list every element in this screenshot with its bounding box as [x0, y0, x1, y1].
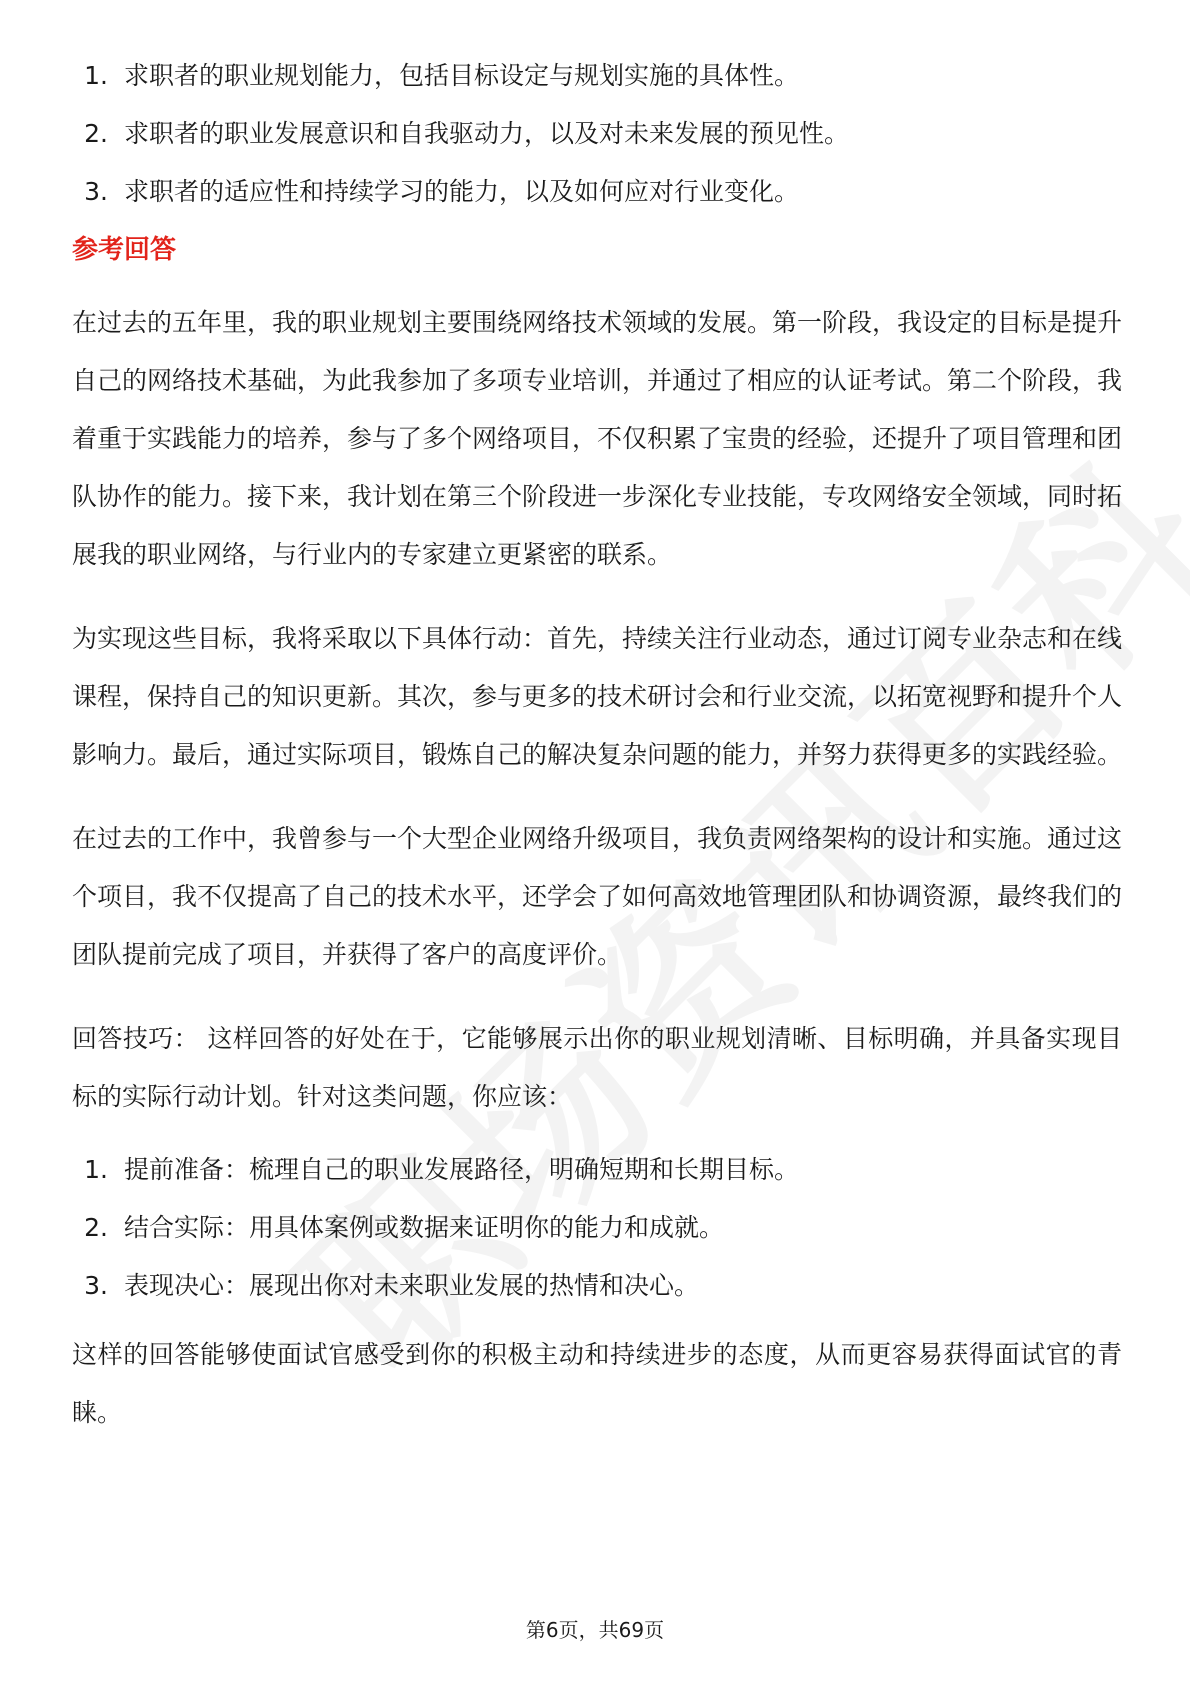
list-text: 求职者的适应性和持续学习的能力，以及如何应对行业变化。 [124, 177, 800, 206]
list-item [72, 58, 1122, 94]
list-text: 结合实际：用具体案例或数据来证明你的能力和成就。 [124, 1213, 725, 1242]
list-number: 3. [84, 177, 108, 206]
tips-list [72, 1152, 1122, 1304]
list-number: 1. [84, 1155, 108, 1184]
list-item [72, 1152, 1122, 1188]
list-item [72, 1210, 1122, 1246]
page-footer: 第6页，共69页 [525, 1618, 665, 1642]
list-item [72, 174, 1122, 210]
list-number: 1. [84, 61, 108, 90]
list-number: 2. [84, 119, 108, 148]
list-number: 3. [84, 1271, 108, 1300]
list-text: 表现决心：展现出你对未来职业发展的热情和决心。 [124, 1271, 700, 1300]
answer-tips-paragraph: 回答技巧： 这样回答的好处在于，它能够展示出你的职业规划清晰、目标明确，并具备实现目标的实际行动计划。针对这类问题，你应该： [72, 1024, 1122, 1111]
section-heading: 参考回答 [72, 235, 177, 265]
list-item [72, 1268, 1122, 1304]
list-item [72, 116, 1122, 152]
document-body [72, 58, 1122, 1468]
list-number: 2. [84, 1213, 108, 1242]
answer-paragraph-3: 在过去的工作中，我曾参与一个大型企业网络升级项目，我负责网络架构的设计和实施。通过这个项目，我不仅提高了自己的技术水平，还学会了如何高效地管理团队和协调资源，最终我们的团队提前完成了项目，并获得了客户的高度评价。 [72, 824, 1123, 969]
answer-paragraph-2: 为实现这些目标，我将采取以下具体行动：首先，持续关注行业动态，通过订阅专业杂志和在线课程，保持自己的知识更新。其次，参与更多的技术研讨会和行业交流，以拓宽视野和提升个人影响力。最后，通过实际项目，锻炼自己的解决复杂问题的能力，并努力获得更多的实践经验。 [72, 624, 1123, 769]
list-text: 求职者的职业规划能力，包括目标设定与规划实施的具体性。 [124, 61, 800, 90]
intro-list [72, 58, 1122, 210]
answer-paragraph-1: 在过去的五年里，我的职业规划主要围绕网络技术领域的发展。第一阶段，我设定的目标是提升自己的网络技术基础，为此我参加了多项专业培训，并通过了相应的认证考试。第二个阶段，我着重于实践能力的培养，参与了多个网络项目，不仅积累了宝贵的经验，还提升了项目管理和团队协作的能力。接下来，我计划在第三个阶段进一步深化专业技能，专攻网络安全领域，同时拓展我的职业网络，与行业内的专家建立更紧密的联系。 [72, 308, 1123, 569]
list-text: 提前准备：梳理自己的职业发展路径，明确短期和长期目标。 [124, 1155, 800, 1184]
closing-paragraph: 这样的回答能够使面试官感受到你的积极主动和持续进步的态度，从而更容易获得面试官的青睐。 [72, 1340, 1122, 1427]
list-text: 求职者的职业发展意识和自我驱动力，以及对未来发展的预见性。 [124, 119, 850, 148]
